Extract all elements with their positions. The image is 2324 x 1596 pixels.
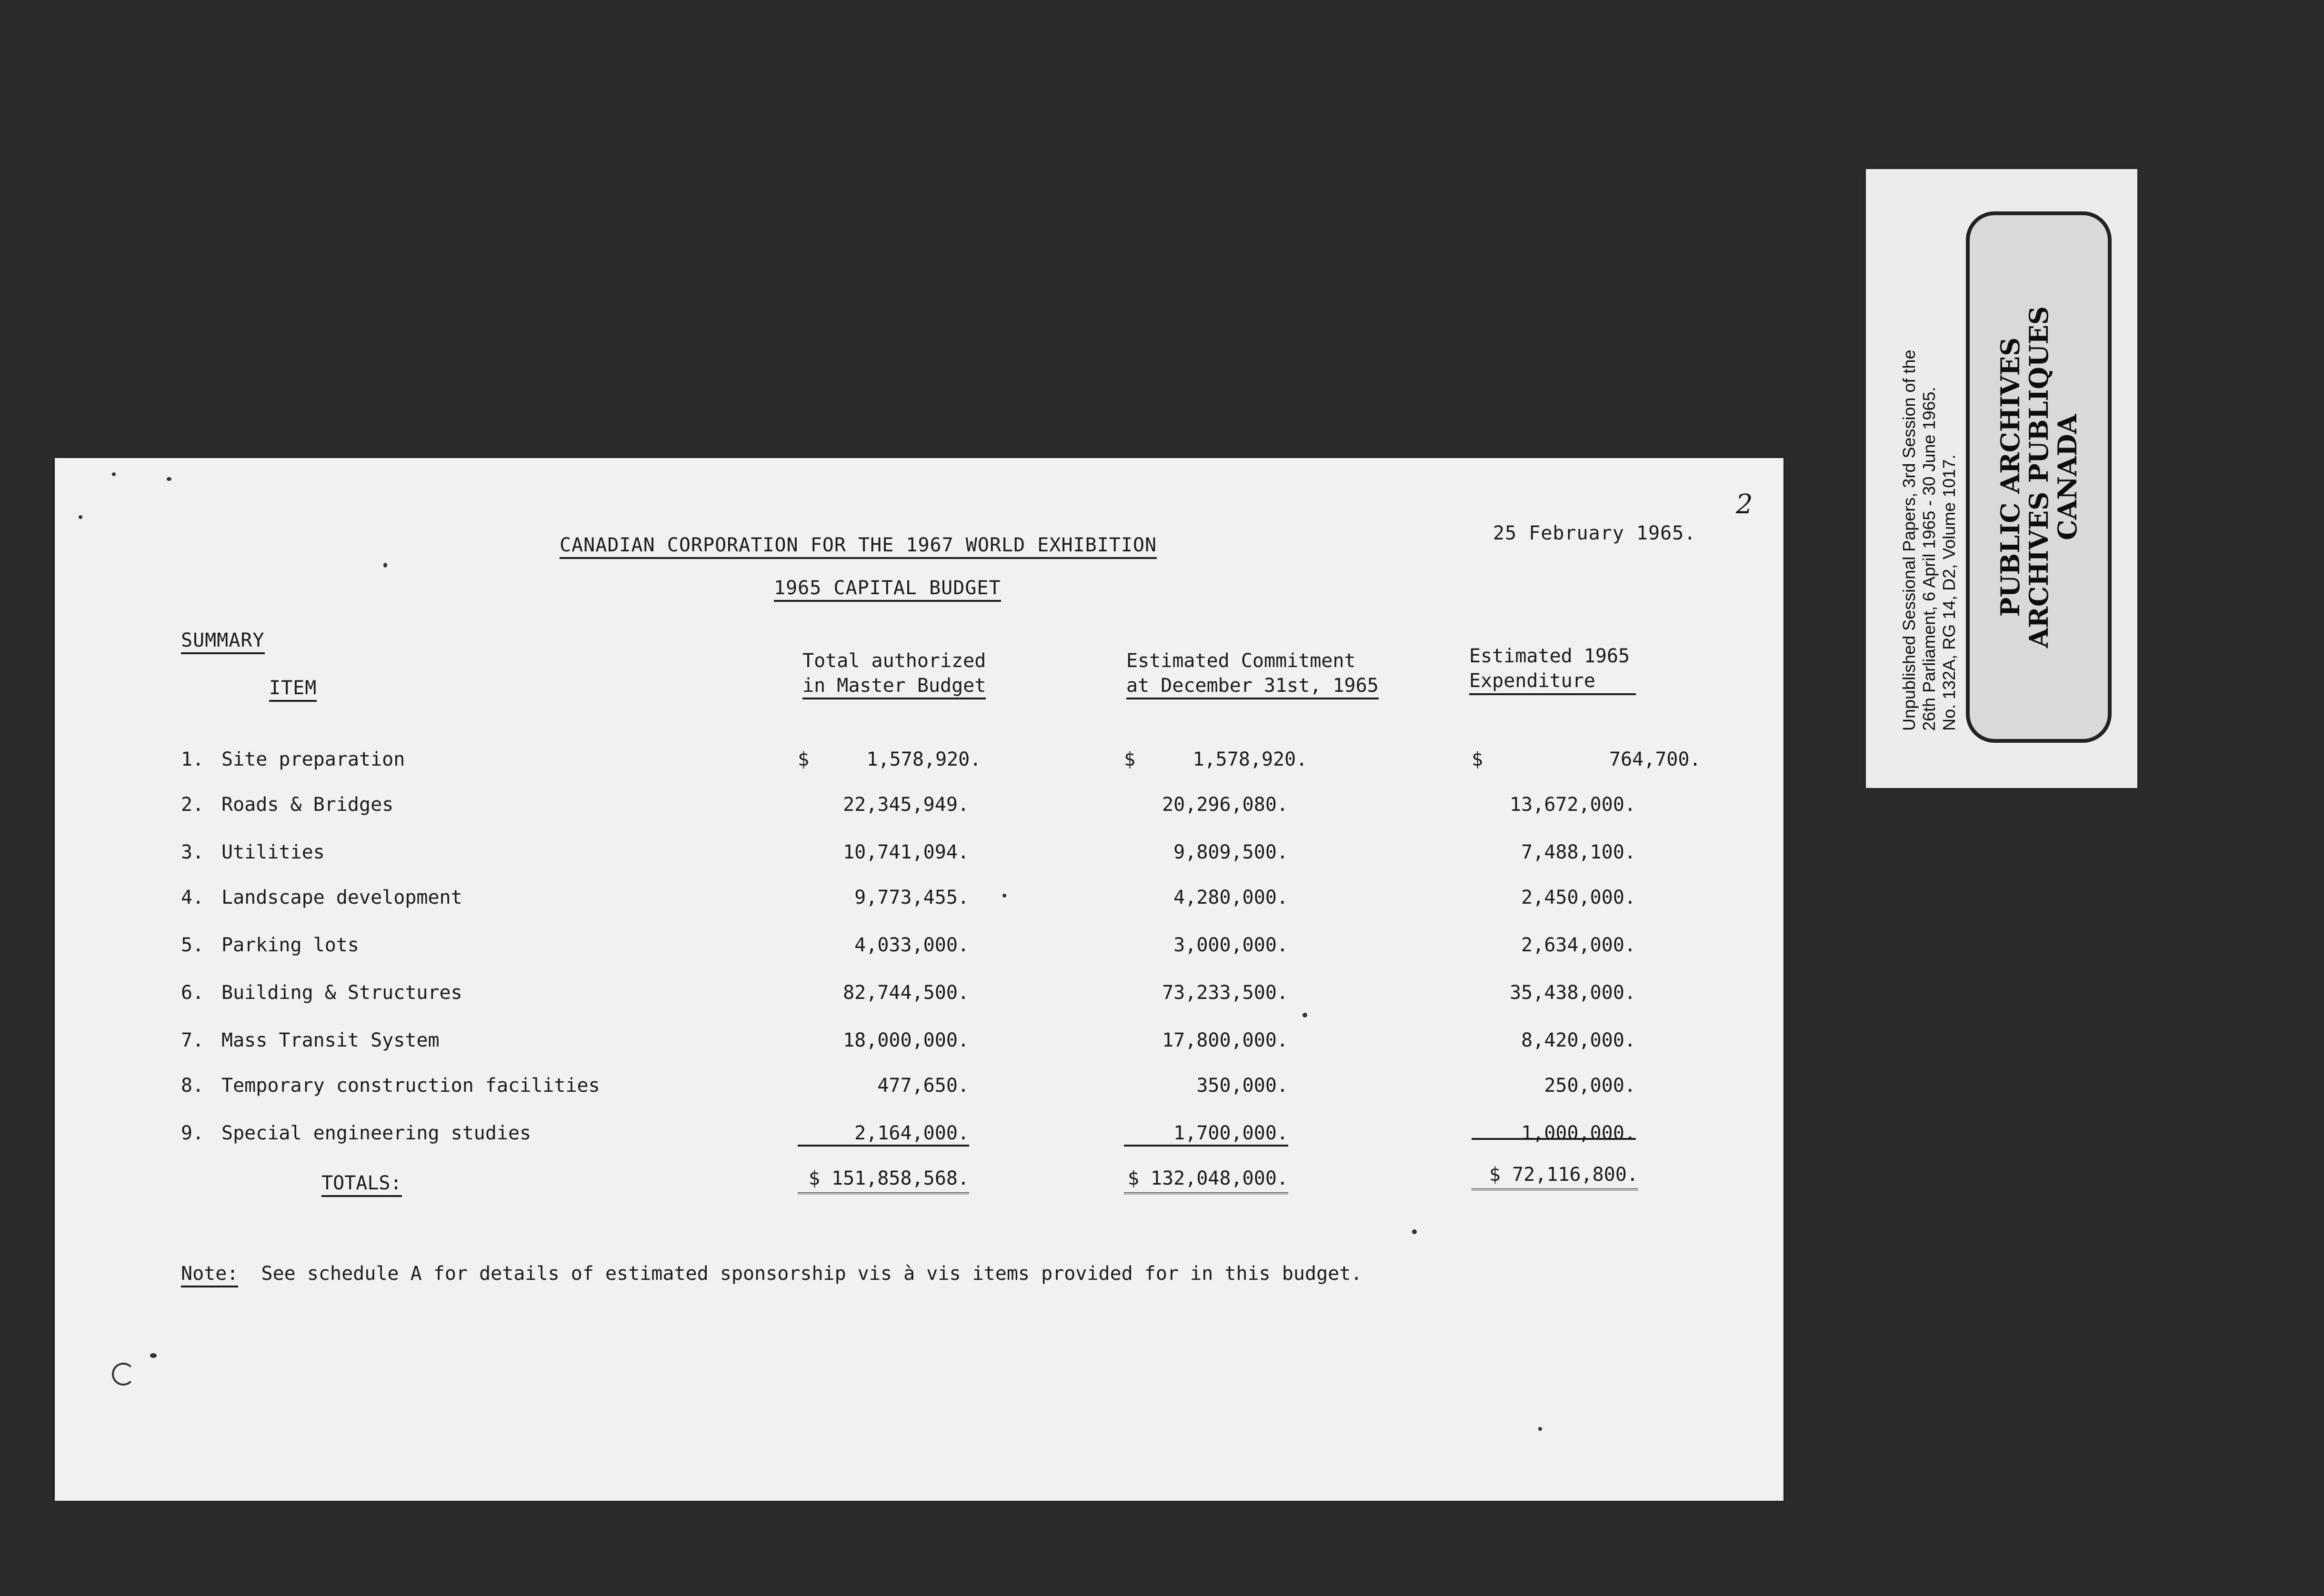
- scan-speck: [1412, 1229, 1417, 1234]
- scan-speck: [112, 472, 116, 476]
- row-number: 8.: [181, 1075, 204, 1097]
- archive-label-rotated: [1866, 169, 2137, 788]
- row-master-budget-value: 22,345,949.: [843, 794, 969, 816]
- row-commitment-value: 4,280,000.: [1173, 887, 1288, 908]
- row-master-budget-value: 4,033,000.: [854, 934, 969, 956]
- column-header-line: Expenditure: [1469, 668, 1636, 695]
- scan-speck: [1002, 894, 1006, 898]
- scan-speck: [167, 477, 171, 481]
- archive-citation-line: No. 132A, RG 14, D2, Volume 1017.: [1939, 454, 1959, 731]
- organization-title: [560, 534, 1157, 556]
- column-header-master-budget: [802, 648, 986, 698]
- archive-stamp: [1966, 211, 2112, 743]
- summary-label: [181, 629, 265, 651]
- row-number: 5.: [181, 934, 204, 956]
- row-item-label: Special engineering studies: [221, 1122, 531, 1144]
- row-number: 9.: [181, 1122, 204, 1144]
- row-expenditure-value: $ 764,700.: [1472, 748, 1701, 770]
- totals-value: $ 72,116,800.: [1472, 1164, 1638, 1190]
- row-commitment-value: 17,800,000.: [1162, 1029, 1288, 1051]
- stamp-line: CANADA: [2052, 414, 2083, 540]
- row-number: 7.: [181, 1029, 204, 1051]
- column-header-line: at December 31st, 1965: [1126, 675, 1379, 699]
- row-master-budget-value: 477,650.: [877, 1075, 969, 1097]
- row-number: 4.: [181, 887, 204, 908]
- document-date: 25 February 1965.: [1493, 522, 1696, 544]
- budget-title: [774, 577, 1001, 599]
- row-commitment-value: 3,000,000.: [1173, 934, 1288, 956]
- row-item-label: Temporary construction facilities: [221, 1075, 600, 1097]
- item-label: [269, 677, 317, 699]
- note-label: Note:: [181, 1263, 238, 1287]
- row-number: 6.: [181, 982, 204, 1004]
- row-expenditure-value: 2,634,000.: [1521, 934, 1636, 956]
- stamp-line: PUBLIC ARCHIVES: [1995, 337, 2025, 617]
- row-expenditure-value: 2,450,000.: [1521, 887, 1636, 908]
- scan-speck: [1302, 1013, 1307, 1017]
- totals-value: $ 132,048,000.: [1124, 1167, 1288, 1194]
- row-number: 3.: [181, 841, 204, 863]
- scan-speck: [1538, 1427, 1542, 1431]
- row-commitment-value: 350,000.: [1196, 1075, 1288, 1097]
- stamp-line: ARCHIVES PUBLIQUES: [2023, 306, 2054, 648]
- item-label-text: ITEM: [269, 677, 317, 702]
- scan-speck: [383, 563, 387, 568]
- subtotal-rule: [1124, 1145, 1288, 1147]
- archive-stamp-text: [1970, 215, 2108, 739]
- note-text: See schedule A for details of estimated sponsorship vis à vis items provided for in this budget.: [261, 1263, 1362, 1285]
- row-item-label: Utilities: [221, 841, 325, 863]
- row-master-budget-value: 2,164,000.: [854, 1122, 969, 1144]
- column-header-line: in Master Budget: [802, 675, 986, 699]
- row-master-budget-value: $ 1,578,920.: [798, 748, 982, 770]
- row-master-budget-value: 10,741,094.: [843, 841, 969, 863]
- subtotal-rule: [1472, 1138, 1636, 1140]
- row-expenditure-value: 250,000.: [1544, 1075, 1636, 1097]
- row-expenditure-value: 8,420,000.: [1521, 1029, 1636, 1051]
- organization-title-text: CANADIAN CORPORATION FOR THE 1967 WORLD EXHIBITION: [560, 534, 1157, 559]
- row-number: 1.: [181, 748, 204, 770]
- row-item-label: Roads & Bridges: [221, 794, 394, 816]
- scan-speck: [150, 1353, 157, 1358]
- column-header-commitment: [1126, 648, 1379, 698]
- column-header-expenditure: [1469, 644, 1636, 695]
- row-item-label: Site preparation: [221, 748, 405, 770]
- totals-label-text: TOTALS:: [321, 1172, 402, 1197]
- document-sheet: [55, 458, 1783, 1501]
- totals-commitment: [1124, 1167, 1288, 1194]
- subtotal-rule: [798, 1145, 969, 1147]
- column-header-line: Estimated Commitment: [1126, 650, 1356, 672]
- row-expenditure-value: 1,000,000.: [1521, 1122, 1636, 1144]
- row-item-label: Mass Transit System: [221, 1029, 440, 1051]
- row-item-label: Parking lots: [221, 934, 359, 956]
- row-master-budget-value: 82,744,500.: [843, 982, 969, 1004]
- scan-mark: [112, 1363, 135, 1386]
- row-number: 2.: [181, 794, 204, 816]
- row-expenditure-value: 13,672,000.: [1510, 794, 1636, 816]
- totals-master-budget: [798, 1167, 969, 1194]
- row-item-label: Building & Structures: [221, 982, 462, 1004]
- column-header-line: Total authorized: [802, 650, 986, 672]
- row-commitment-value: $ 1,578,920.: [1124, 748, 1308, 770]
- archive-citation-line: 26th Parliament, 6 April 1965 - 30 June 1965.: [1919, 387, 1939, 731]
- totals-value: $ 151,858,568.: [798, 1167, 969, 1194]
- row-expenditure-value: 7,488,100.: [1521, 841, 1636, 863]
- budget-title-text: 1965 CAPITAL BUDGET: [774, 577, 1001, 602]
- row-commitment-value: 73,233,500.: [1162, 982, 1288, 1004]
- page-mark: 2: [1736, 489, 1753, 520]
- row-expenditure-value: 35,438,000.: [1510, 982, 1636, 1004]
- column-header-line: Estimated 1965: [1469, 645, 1630, 667]
- row-master-budget-value: 9,773,455.: [854, 887, 969, 908]
- scan-speck: [79, 515, 82, 519]
- row-master-budget-value: 18,000,000.: [843, 1029, 969, 1051]
- row-commitment-value: 9,809,500.: [1173, 841, 1288, 863]
- archive-label: [1866, 169, 2137, 788]
- row-commitment-value: 20,296,080.: [1162, 794, 1288, 816]
- archive-citation-line: Unpublished Sessional Papers, 3rd Session of the: [1899, 349, 1919, 731]
- row-item-label: Landscape development: [221, 887, 462, 908]
- note: [181, 1263, 1362, 1285]
- row-commitment-value: 1,700,000.: [1173, 1122, 1288, 1144]
- totals-label: [321, 1172, 402, 1194]
- totals-expenditure: [1472, 1164, 1638, 1190]
- archive-citation: [1899, 350, 1959, 731]
- summary-label-text: SUMMARY: [181, 629, 265, 654]
